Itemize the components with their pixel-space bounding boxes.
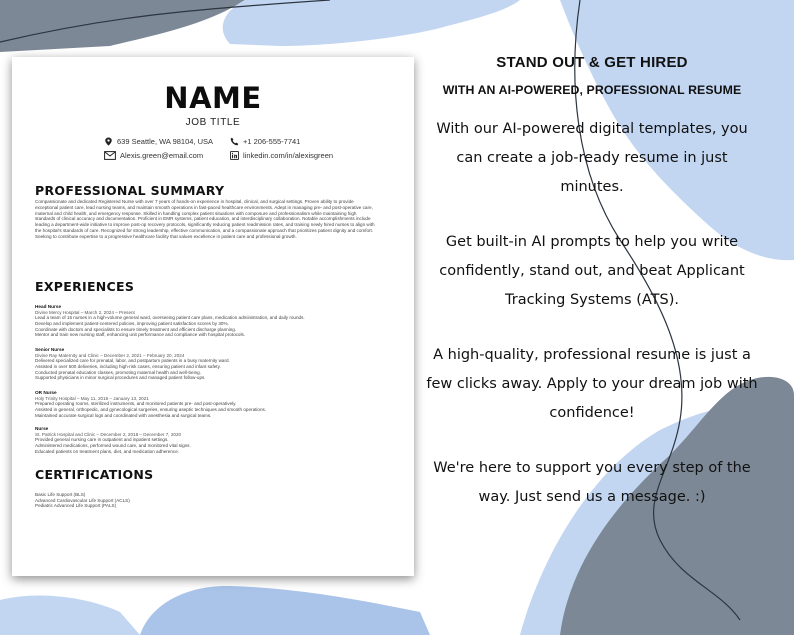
experiences-heading: EXPERIENCES — [35, 279, 135, 294]
experience-bullet: Provided general nursing care in outpatient and inpatient settings. — [35, 437, 169, 443]
experience-bullet: Develop and implement patient-centered policies, improving patient satisfaction scores by 30%. — [35, 320, 229, 326]
promo-paragraph: A high-quality, professional resume is just a few clicks away. Apply to your dream job with confidence! — [426, 347, 758, 421]
certification-item: Basic Life Support (BLS) — [35, 492, 86, 497]
experience-bullet: Educated patients on treatment plans, diet, and medication adherence. — [35, 448, 180, 454]
resume-preview — [12, 57, 414, 576]
contact-address — [104, 137, 213, 146]
experience-bullet: Administered medications, performed wound care, and monitored vital signs. — [35, 442, 191, 448]
experience-bullet: Lead a team of 15 nurses in a high-volume general ward, overseeing patient care plans, medication administration, and daily rounds. — [35, 315, 305, 321]
blob-light-top — [223, 0, 520, 46]
contact-address-text: 639 Seattle, WA 98104, USA — [117, 137, 214, 146]
contact-linkedin-text: linkedin.com/in/alexisgreen — [243, 151, 334, 160]
blob-mid-bottom-left — [140, 586, 430, 635]
resume-name: NAME — [164, 81, 262, 115]
certifications-heading: CERTIFICATIONS — [35, 467, 154, 482]
experience-bullet: Supported physicians in minor surgical procedures and managed patient follow-ups. — [35, 375, 206, 381]
experience-entry — [35, 304, 375, 338]
contact-email — [104, 151, 203, 160]
experience-bullet: Delivered specialized care for prenatal, labor, and postpartum patients in a busy maternity ward. — [35, 358, 230, 364]
certifications-list — [35, 492, 130, 509]
blob-light-bottom-left — [0, 596, 140, 635]
experience-bullet: Coordinate with doctors and specialists to ensure timely treatment and efficient discharge planning. — [35, 326, 237, 332]
experience-bullet: Assisted in over 500 deliveries, including high-risk cases, ensuring patient and infant safety. — [35, 363, 221, 369]
resume-job-title: JOB TITLE — [185, 117, 241, 128]
experience-entry — [35, 390, 375, 418]
location-pin-icon — [104, 137, 113, 146]
experience-bullet: Mentor and train new nursing staff, enhancing unit performance and compliance with hospital protocols. — [35, 332, 246, 338]
experience-meta: Divine Mercy Hospital – March 2, 2024 – Present — [35, 309, 135, 315]
experience-title: Senior Nurse — [35, 347, 65, 352]
phone-icon — [230, 137, 239, 146]
promo-headline: STAND OUT & GET HIRED — [496, 54, 688, 71]
experience-entry — [35, 347, 375, 381]
promo-paragraph: We're here to support you every step of the way. Just send us a message. :) — [433, 460, 751, 505]
mail-icon — [104, 151, 116, 160]
contact-phone — [230, 137, 300, 146]
experience-meta: St. Patrick Hospital and Clinic – December 2, 2018 – December 7, 2020 — [35, 431, 182, 437]
certification-item: Pediatric Advanced Life Support (PALS) — [35, 503, 117, 509]
contact-email-text: Alexis.green@email.com — [120, 151, 204, 160]
promo-subheadline: WITH AN AI-POWERED, PROFESSIONAL RESUME — [442, 83, 742, 97]
summary-text: Compassionate and dedicated Registered Nurse with over 7 years of hands-on experience in hospital, clinical, and surgical settings. Proven ability to provide exceptional patient care, lead nursing teams, and maintain smooth operations in fast-paced healthcare environments. Adept in managing pre- and post-operative care, maternal and child health, and emergency response. Skilled in handling complex patient situations with composure and professionalism while maintaining high standards of clinical accuracy and documentation. Proficient in EMR systems, patient education, and interdisciplinary collaboration. Notable accomplishments include leading a department-wide initiative to improve post-op recovery protocols, significantly reducing patient readmission rates, and training newly hired nurses to align with the hospital's standards of care. Recognized for strong leadership, effective communication, and a compassionate approach that prioritizes patient dignity and comfort. Seeking to contribute expertise to a progressive healthcare facility that values excellence in patient care and professional growth. — [35, 199, 375, 239]
promo-paragraph: With our AI-powered digital templates, you can create a job-ready resume in just minutes. — [436, 121, 748, 195]
experience-entry — [35, 426, 375, 454]
experience-meta: Holy Trinity Hospital – May 11, 2016 – January 13, 2021 — [35, 395, 149, 401]
experience-bullet: Maintained accurate surgical logs and coordinated with anesthesia and surgical teams. — [35, 412, 212, 418]
contact-phone-text: +1 206-555-7741 — [243, 137, 301, 146]
experience-title: Head Nurse — [35, 304, 62, 309]
summary-heading: PROFESSIONAL SUMMARY — [35, 183, 225, 198]
experience-title: OR Nurse — [35, 390, 57, 395]
experience-bullet: Prepared operating rooms, sterilized instruments, and monitored patients pre- and post-operatively. — [35, 401, 237, 407]
experience-bullet: Assisted in general, orthopedic, and gynecological surgeries, ensuring aseptic techniques and smooth operations. — [35, 406, 267, 412]
linkedin-icon — [230, 151, 239, 160]
contact-linkedin — [230, 151, 333, 160]
certification-item: Advanced Cardiovascular Life Support (ACLS) — [35, 497, 130, 503]
experience-bullet: Conducted prenatal education classes, promoting maternal health and well-being. — [35, 369, 201, 375]
experience-title: Nurse — [35, 426, 49, 431]
promo-paragraph: Get built-in AI prompts to help you write confidently, stand out, and beat Applicant Tracking Systems (ATS). — [439, 234, 745, 308]
experience-meta: Divine Ray Maternity and Clinic – December 2, 2021 – February 20, 2024 — [35, 352, 185, 358]
blob-gray-top-left — [0, 0, 245, 52]
